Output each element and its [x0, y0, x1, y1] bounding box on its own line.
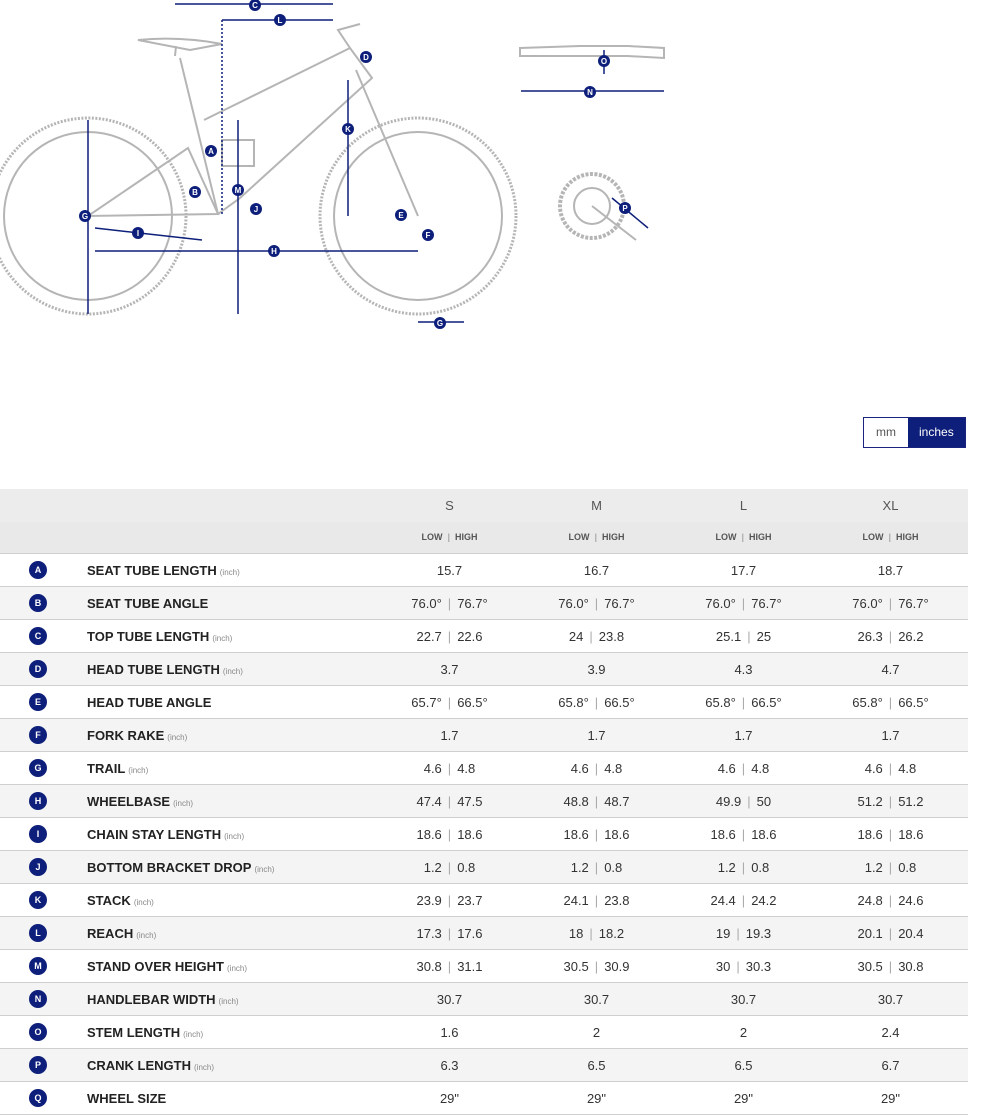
- row-unit: (inch): [212, 634, 233, 643]
- svg-text:J: J: [253, 205, 259, 214]
- table-cell: 2: [592, 1025, 601, 1040]
- table-cell: 1.6: [440, 1025, 459, 1040]
- row-unit: (inch): [173, 799, 194, 808]
- lowhigh-header: LOW | HIGH: [862, 532, 919, 542]
- table-row: [0, 653, 968, 686]
- row-letter-badge: L: [29, 924, 47, 942]
- table-row: [0, 983, 968, 1016]
- row-letter-badge: E: [29, 693, 47, 711]
- table-cell: 2.4: [881, 1025, 900, 1040]
- marker-b: [189, 186, 201, 198]
- geometry-table: [0, 489, 968, 1115]
- table-cell: 30.7: [583, 992, 610, 1007]
- table-cell: 1.2 | 0.8: [570, 860, 623, 875]
- row-unit: (inch): [136, 931, 157, 940]
- table-cell: 24.1 | 23.8: [563, 893, 630, 908]
- table-cell: 29": [880, 1091, 901, 1106]
- table-cell: 22.7 | 22.6: [416, 629, 483, 644]
- svg-text:E: E: [398, 211, 404, 220]
- table-row: [0, 917, 968, 950]
- table-cell: 76.0° | 76.7°: [705, 596, 782, 611]
- table-cell: 1.7: [734, 728, 753, 743]
- row-letter-badge: D: [29, 660, 47, 678]
- table-cell: 18.6 | 18.6: [857, 827, 924, 842]
- size-header-row: [0, 489, 968, 522]
- svg-text:A: A: [208, 147, 214, 156]
- table-cell: 76.0° | 76.7°: [852, 596, 929, 611]
- svg-text:G: G: [436, 319, 444, 328]
- row-letter-badge: O: [29, 1023, 47, 1041]
- marker-h: [268, 245, 280, 257]
- table-cell: 30.5 | 30.9: [563, 959, 630, 974]
- table-row: [0, 851, 968, 884]
- row-label: CHAIN STAY LENGTH (inch): [87, 827, 245, 842]
- row-label: BOTTOM BRACKET DROP (inch): [87, 860, 275, 875]
- size-header-m: M: [591, 498, 602, 513]
- row-label: REACH (inch): [87, 926, 157, 941]
- table-cell: 15.7: [436, 563, 463, 578]
- row-label: WHEELBASE (inch): [87, 794, 194, 809]
- table-cell: 3.9: [587, 662, 606, 677]
- table-cell: 18.6 | 18.6: [563, 827, 630, 842]
- table-cell: 20.1 | 20.4: [857, 926, 924, 941]
- table-cell: 18.6 | 18.6: [416, 827, 483, 842]
- row-letter-badge: B: [29, 594, 47, 612]
- table-cell: 18.6 | 18.6: [710, 827, 777, 842]
- row-letter-badge: A: [29, 561, 47, 579]
- table-cell: 17.7: [730, 563, 757, 578]
- marker-d: [360, 51, 372, 63]
- table-cell: 4.6 | 4.8: [423, 761, 476, 776]
- table-cell: 1.2 | 0.8: [864, 860, 917, 875]
- table-row: [0, 785, 968, 818]
- row-label: CRANK LENGTH (inch): [87, 1058, 215, 1073]
- size-header-l: L: [739, 498, 748, 513]
- table-row: [0, 1049, 968, 1082]
- row-unit: (inch): [218, 997, 239, 1006]
- row-label: TOP TUBE LENGTH (inch): [87, 629, 233, 644]
- table-cell: 18 | 18.2: [568, 926, 625, 941]
- marker-k: [342, 123, 354, 135]
- row-letter-badge: H: [29, 792, 47, 810]
- table-cell: 17.3 | 17.6: [416, 926, 483, 941]
- table-cell: 30.7: [730, 992, 757, 1007]
- table-cell: 25.1 | 25: [715, 629, 772, 644]
- svg-text:L: L: [277, 16, 283, 25]
- table-cell: 76.0° | 76.7°: [411, 596, 488, 611]
- row-unit: (inch): [227, 964, 248, 973]
- marker-a: [205, 145, 217, 157]
- table-cell: 47.4 | 47.5: [416, 794, 483, 809]
- row-label: WHEEL SIZE: [87, 1091, 167, 1106]
- table-row: [0, 752, 968, 785]
- table-cell: 29": [733, 1091, 754, 1106]
- svg-text:N: N: [587, 88, 593, 97]
- table-cell: 18.7: [877, 563, 904, 578]
- svg-text:P: P: [622, 204, 628, 213]
- marker-g1: [79, 210, 91, 222]
- table-cell: 24.4 | 24.2: [710, 893, 777, 908]
- table-cell: 1.7: [881, 728, 900, 743]
- table-cell: 49.9 | 50: [715, 794, 772, 809]
- svg-text:M: M: [234, 186, 242, 195]
- table-row: [0, 554, 968, 587]
- row-label: STACK (inch): [87, 893, 154, 908]
- marker-p: [619, 202, 631, 214]
- unit-toggle[interactable]: [863, 417, 966, 448]
- bike-frame: [88, 148, 218, 216]
- table-cell: 29": [586, 1091, 607, 1106]
- lowhigh-header: LOW | HIGH: [715, 532, 772, 542]
- table-cell: 3.7: [440, 662, 459, 677]
- table-row: [0, 1082, 968, 1115]
- table-row: [0, 686, 968, 719]
- table-cell: 6.5: [734, 1058, 753, 1073]
- table-cell: 4.6 | 4.8: [717, 761, 770, 776]
- row-label: FORK RAKE (inch): [87, 728, 188, 743]
- marker-i: [132, 227, 144, 239]
- table-row: [0, 818, 968, 851]
- row-unit: (inch): [167, 733, 188, 742]
- svg-text:G: G: [81, 212, 89, 221]
- size-header-xl: XL: [882, 498, 899, 513]
- marker-l: [274, 14, 286, 26]
- row-unit: (inch): [219, 568, 240, 577]
- lowhigh-header: LOW | HIGH: [421, 532, 478, 542]
- table-cell: 30.7: [877, 992, 904, 1007]
- table-cell: 24 | 23.8: [568, 629, 625, 644]
- table-cell: 1.2 | 0.8: [717, 860, 770, 875]
- row-label: SEAT TUBE ANGLE: [87, 596, 209, 611]
- svg-text:H: H: [271, 247, 277, 256]
- handlebar: [520, 46, 664, 58]
- table-cell: 4.6 | 4.8: [864, 761, 917, 776]
- row-letter-badge: C: [29, 627, 47, 645]
- marker-c: [249, 0, 261, 11]
- row-label: HANDLEBAR WIDTH (inch): [87, 992, 239, 1007]
- unit-inches-button[interactable]: inches: [908, 418, 965, 447]
- table-cell: 29": [439, 1091, 460, 1106]
- table-cell: 30 | 30.3: [715, 959, 772, 974]
- table-cell: 26.3 | 26.2: [857, 629, 924, 644]
- svg-text:F: F: [425, 231, 431, 240]
- row-letter-badge: G: [29, 759, 47, 777]
- table-cell: 6.7: [881, 1058, 900, 1073]
- row-unit: (inch): [133, 898, 154, 907]
- table-cell: 24.8 | 24.6: [857, 893, 924, 908]
- row-unit: (inch): [183, 1030, 204, 1039]
- table-row: [0, 1016, 968, 1049]
- table-body: [0, 554, 968, 1115]
- row-letter-badge: Q: [29, 1089, 47, 1107]
- row-unit: (inch): [194, 1063, 215, 1072]
- table-cell: 19 | 19.3: [715, 926, 772, 941]
- marker-o: [598, 55, 610, 67]
- table-cell: 16.7: [583, 563, 610, 578]
- row-unit: (inch): [224, 832, 245, 841]
- table-cell: 4.7: [881, 662, 900, 677]
- marker-n: [584, 86, 596, 98]
- size-header-s: S: [445, 498, 454, 513]
- row-letter-badge: K: [29, 891, 47, 909]
- row-letter-badge: N: [29, 990, 47, 1008]
- row-unit: (inch): [222, 667, 243, 676]
- row-label: HEAD TUBE LENGTH (inch): [87, 662, 243, 677]
- marker-j: [250, 203, 262, 215]
- table-cell: 30.8 | 31.1: [416, 959, 483, 974]
- table-cell: 51.2 | 51.2: [857, 794, 924, 809]
- lowhigh-header: LOW | HIGH: [568, 532, 625, 542]
- table-row: [0, 620, 968, 653]
- table-cell: 4.3: [734, 662, 753, 677]
- svg-text:O: O: [600, 57, 608, 66]
- row-unit: (inch): [254, 865, 275, 874]
- marker-g2: [434, 317, 446, 329]
- svg-text:C: C: [252, 1, 258, 10]
- marker-m: [232, 184, 244, 196]
- marker-e: [395, 209, 407, 221]
- table-row: [0, 587, 968, 620]
- table-cell: 6.5: [587, 1058, 606, 1073]
- row-label: STEM LENGTH (inch): [87, 1025, 204, 1040]
- row-letter-badge: M: [29, 957, 47, 975]
- svg-text:B: B: [192, 188, 198, 197]
- unit-mm-button[interactable]: mm: [864, 418, 908, 447]
- row-letter-badge: I: [29, 825, 47, 843]
- table-cell: 4.6 | 4.8: [570, 761, 623, 776]
- svg-text:D: D: [363, 53, 369, 62]
- table-cell: 1.7: [587, 728, 606, 743]
- table-cell: 65.7° | 66.5°: [411, 695, 488, 710]
- table-cell: 1.7: [440, 728, 459, 743]
- row-letter-badge: F: [29, 726, 47, 744]
- table-cell: 6.3: [440, 1058, 459, 1073]
- table-cell: 76.0° | 76.7°: [558, 596, 635, 611]
- table-cell: 65.8° | 66.5°: [558, 695, 635, 710]
- bike-geometry-diagram: [0, 0, 988, 400]
- table-cell: 30.7: [436, 992, 463, 1007]
- marker-f: [422, 229, 434, 241]
- svg-text:I: I: [136, 229, 140, 238]
- lowhigh-header-row: [0, 522, 968, 554]
- table-cell: 2: [739, 1025, 748, 1040]
- table-cell: 1.2 | 0.8: [423, 860, 476, 875]
- row-label: TRAIL (inch): [87, 761, 149, 776]
- table-row: [0, 884, 968, 917]
- row-letter-badge: J: [29, 858, 47, 876]
- table-cell: 65.8° | 66.5°: [852, 695, 929, 710]
- table-row: [0, 719, 968, 752]
- table-row: [0, 950, 968, 983]
- table-cell: 65.8° | 66.5°: [705, 695, 782, 710]
- svg-text:K: K: [345, 125, 351, 134]
- row-letter-badge: P: [29, 1056, 47, 1074]
- table-cell: 30.5 | 30.8: [857, 959, 924, 974]
- row-label: HEAD TUBE ANGLE: [87, 695, 212, 710]
- table-cell: 23.9 | 23.7: [416, 893, 483, 908]
- table-cell: 48.8 | 48.7: [563, 794, 630, 809]
- row-unit: (inch): [128, 766, 149, 775]
- row-label: SEAT TUBE LENGTH (inch): [87, 563, 240, 578]
- row-label: STAND OVER HEIGHT (inch): [87, 959, 248, 974]
